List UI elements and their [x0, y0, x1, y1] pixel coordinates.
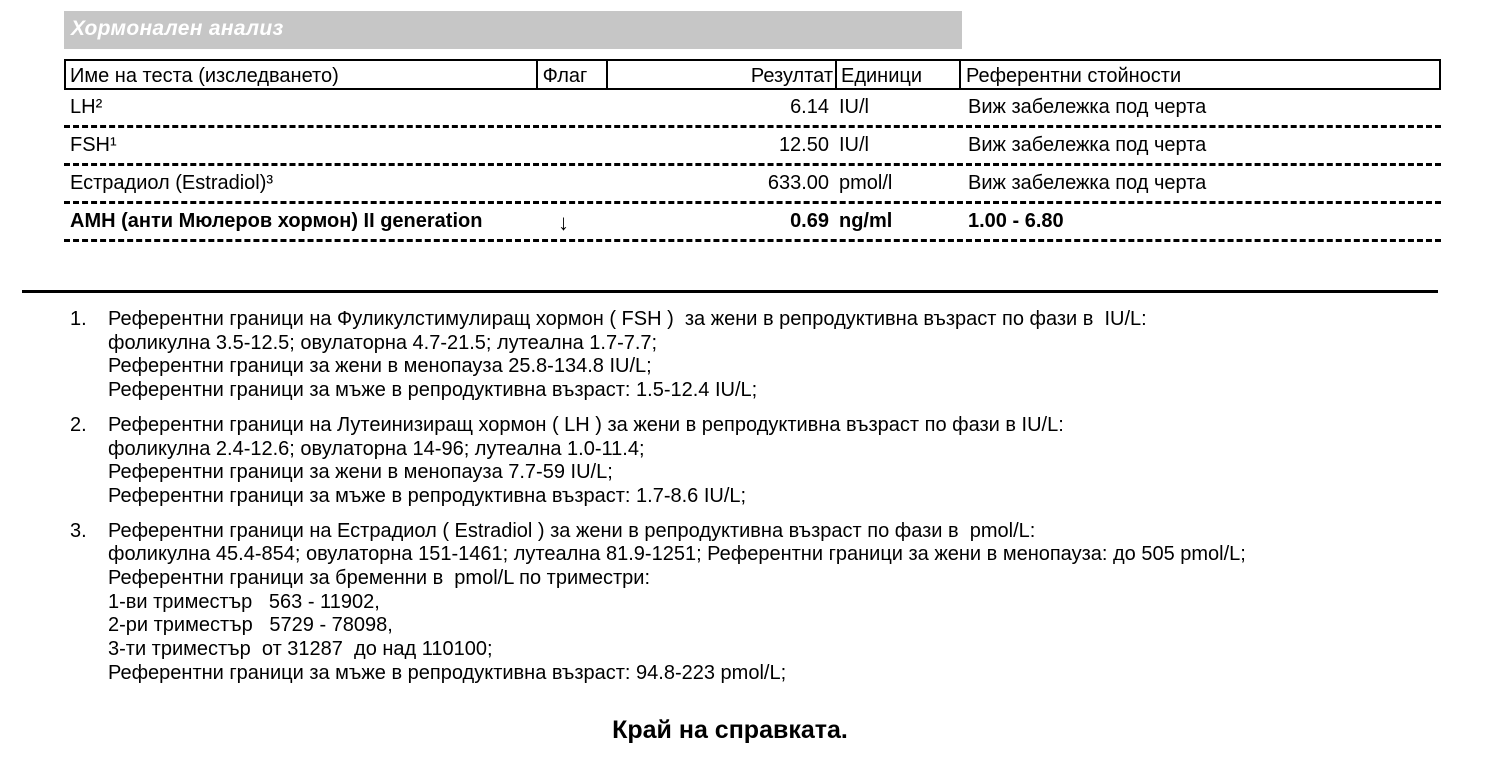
table-header-row [64, 59, 1441, 90]
footnote-divider [22, 290, 1438, 293]
footnote-1 [70, 308, 1470, 403]
header-result: Резултат [750, 65, 833, 87]
footnote-line: 3-ти триместър от 31287 до над 110100; [108, 638, 493, 661]
table-row-fsh [64, 128, 1441, 166]
reference-value: Виж забележка под черта [968, 172, 1207, 194]
header-units: Единици [835, 61, 961, 88]
footnote-line: фоликулна 45.4-854; овулаторна 151-1461; лутеална 81.9-1251; Референтни граници за жени в менопауза: до 505 pmol/L; [108, 543, 1246, 566]
down-arrow-flag-icon: ↓ [558, 210, 569, 235]
units-value: IU/l [839, 134, 869, 156]
section-title: Хормонален анализ [71, 17, 284, 40]
footnote-number: 2. [70, 413, 87, 436]
footnote-2 [70, 414, 1470, 509]
footnote-line: 1-ви триместър 563 - 11902, [108, 590, 380, 613]
header-test-name: Име на теста (изследването) [70, 65, 339, 87]
footnote-3 [70, 520, 1470, 686]
footnote-line: Референтни граници за мъже в репродуктивна възраст: 1.7-8.6 IU/L; [108, 484, 747, 507]
footnote-line: Референтни граници за бременни в pmol/L по триместри: [108, 567, 651, 590]
test-name: LH² [70, 96, 103, 118]
header-flag: Флаг [536, 61, 608, 88]
footnote-line: Референтни граници на Лутеинизиращ хормон ( LH ) за жени в репродуктивна възраст по фази в IU/L: [108, 413, 1064, 436]
test-name: Естрадиол (Estradiol)³ [70, 172, 274, 194]
footnotes [70, 308, 1470, 697]
units-value: ng/ml [839, 210, 893, 232]
test-name: AMH (анти Мюлеров хормон) II generation [70, 210, 483, 232]
test-name: FSH¹ [70, 134, 117, 156]
footnote-line: Референтни граници за мъже в репродуктивна възраст: 1.5-12.4 IU/L; [108, 379, 758, 402]
footnote-line: 2-ри триместър 5729 - 78098, [108, 614, 393, 637]
footnote-line: фоликулна 2.4-12.6; овулаторна 14-96; лутеална 1.0-11.4; [108, 437, 645, 460]
reference-value: Виж забележка под черта [968, 96, 1207, 118]
table-row-estradiol [64, 166, 1441, 204]
footnote-line: Референтни граници на Фуликулстимулиращ хормон ( FSH ) за жени в репродуктивна възраст по фази в IU/L: [108, 308, 1147, 330]
result-value: 12.50 [778, 134, 829, 156]
result-value: 6.14 [790, 96, 829, 118]
footnote-line: Референтни граници за жени в менопауза 7.7-59 IU/L; [108, 461, 613, 484]
result-value: 633.00 [767, 172, 829, 194]
footnote-number: 3. [70, 519, 87, 542]
units-value: pmol/l [839, 172, 893, 194]
footnote-line: Референтни граници за жени в менопауза 25.8-134.8 IU/L; [108, 355, 652, 378]
header-reference: Референтни стойности [966, 65, 1182, 87]
reference-value: 1.00 - 6.80 [968, 210, 1064, 232]
table-row-lh [64, 90, 1441, 128]
units-value: IU/l [839, 96, 869, 118]
result-value: 0.69 [790, 210, 829, 232]
section-header [64, 11, 962, 49]
footnote-line: фоликулна 3.5-12.5; овулаторна 4.7-21.5; лутеална 1.7-7.7; [108, 331, 658, 354]
table-row-amh [64, 204, 1441, 242]
footnote-line: Референтни граници за мъже в репродуктивна възраст: 94.8-223 pmol/L; [108, 661, 787, 684]
results-table [64, 59, 1441, 242]
footnote-line: Референтни граници на Естрадиол ( Estradiol ) за жени в репродуктивна възраст по фази в pmol/L: [108, 519, 1036, 542]
end-of-report: Край на справката. [612, 716, 848, 744]
reference-value: Виж забележка под черта [968, 134, 1207, 156]
footnote-number: 1. [70, 308, 87, 330]
